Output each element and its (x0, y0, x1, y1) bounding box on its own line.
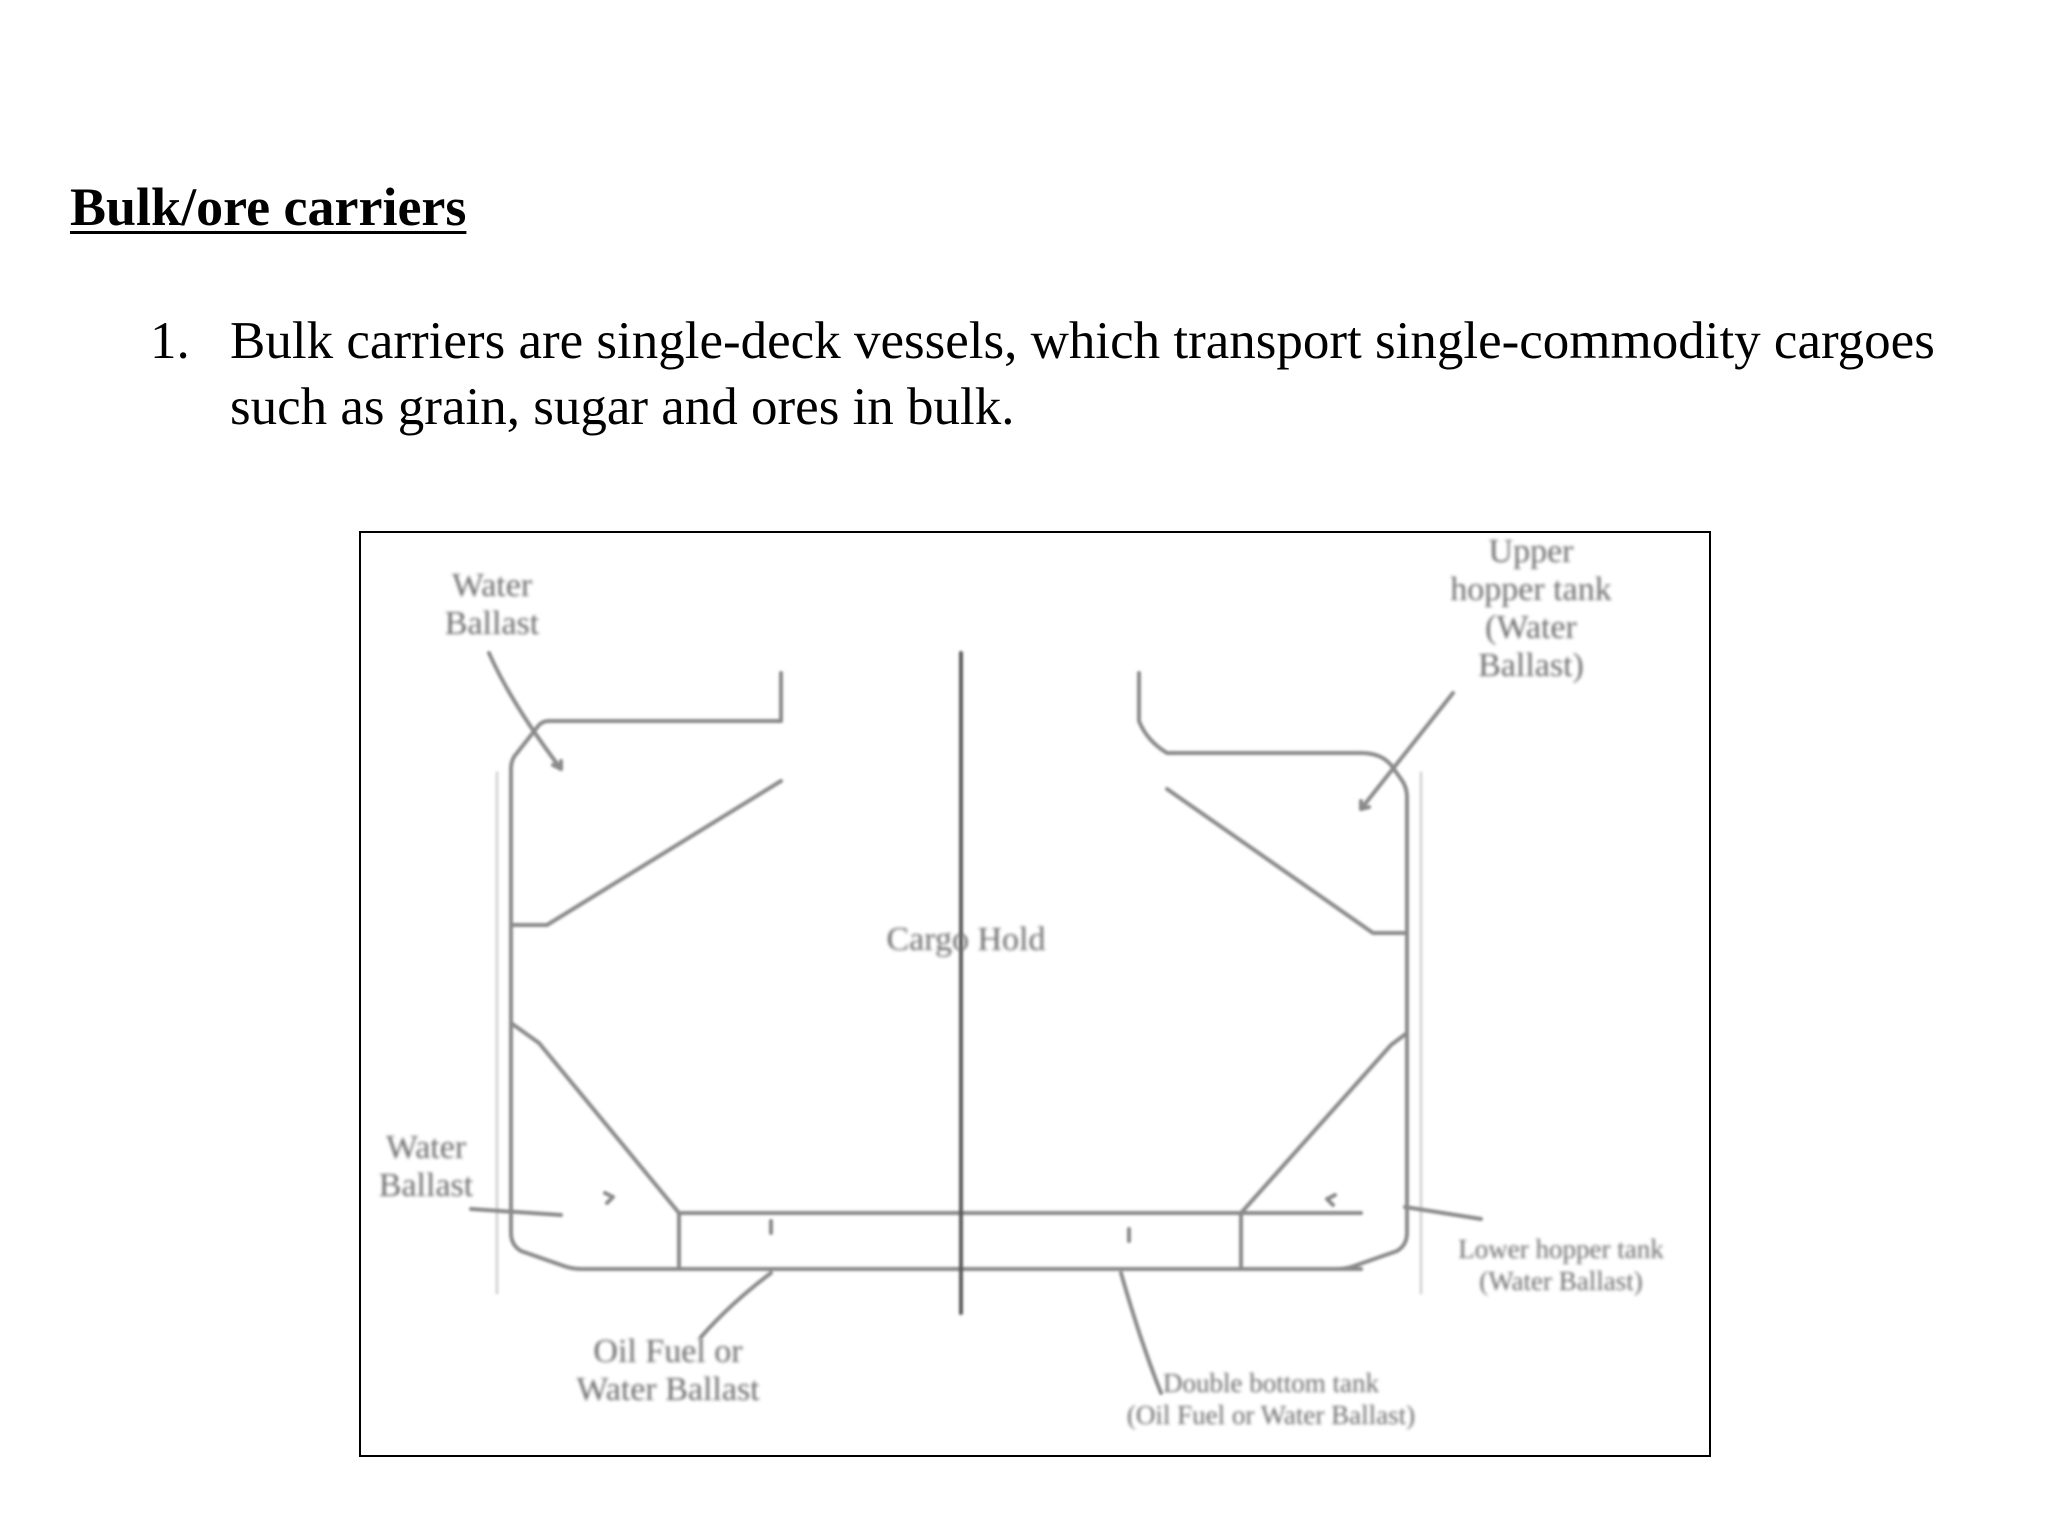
left-hull-outline (511, 721, 781, 1269)
label-lower-hopper-tank: Lower hopper tank (Water Ballast) (1458, 1234, 1664, 1296)
bulk-carrier-cross-section-diagram (359, 531, 1711, 1457)
list-item-number: 1. (150, 312, 190, 370)
arrow-3 (605, 1193, 613, 1203)
section-heading: Bulk/ore carriers (70, 177, 467, 237)
arrow-4 (1327, 1195, 1335, 1205)
label-cargo-hold: Cargo Hold (886, 921, 1046, 958)
list-item (150, 308, 2010, 440)
leader-water-ballast-lower (471, 1209, 561, 1215)
label-water-ballast-top-left: Water Ballast (444, 567, 540, 642)
left-upper-hopper-slope (511, 781, 781, 925)
label-oil-fuel-or-water-ballast: Oil Fuel or Water Ballast (576, 1333, 760, 1408)
label-double-bottom-tank: Double bottom tank (Oil Fuel or Water Ballast) (1126, 1368, 1416, 1430)
leader-lower-hopper (1405, 1207, 1481, 1219)
leader-oil-fuel (701, 1273, 771, 1337)
label-upper-hopper-tank: Upper hopper tank (Water Ballast) (1450, 533, 1612, 684)
right-lower-hopper-slope (1241, 1033, 1407, 1269)
left-lower-hopper-slope (511, 1023, 679, 1269)
label-water-ballast-lower-left: Water Ballast (378, 1129, 474, 1204)
right-upper-hopper-slope (1167, 789, 1407, 933)
leader-water-ballast-top (489, 653, 561, 769)
list-item-text: Bulk carriers are single-deck vessels, which transport single-commodity cargoes such as grain, sugar and ores in bulk. (230, 312, 1935, 436)
